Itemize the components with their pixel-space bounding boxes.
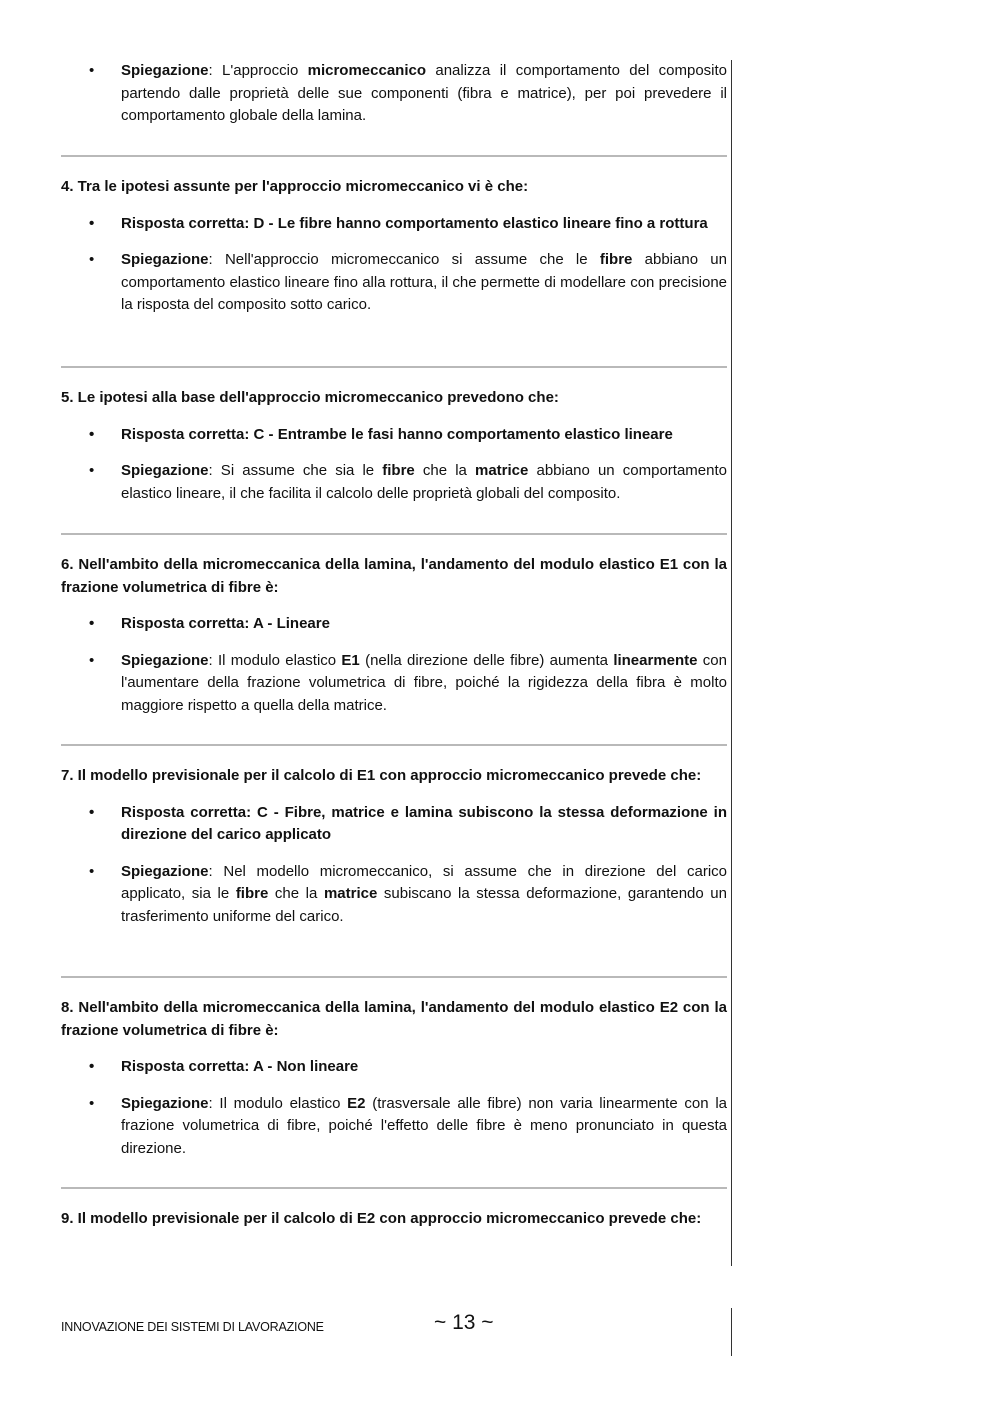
question-9 [61,1208,727,1231]
explanation-bold: E1 [341,651,360,669]
explanation-bold: fibre [599,251,633,268]
question-text: 7. Il modello previsionale per il calcolo di E1 con approccio micromeccanico prevede che: [61,767,702,784]
explanation-bold: matrice [323,885,378,902]
explanation-text: : Nel modello micromeccanico, si assume che in direzione del carico applicato, sia le [121,862,727,902]
explanation-item [61,650,727,718]
question-5 [61,387,727,505]
explanation-text: (nella direzione delle fibre) aumenta [359,651,614,669]
explanation-bold: E2 [347,1094,366,1112]
footer-course-title: INNOVAZIONE DEI SISTEMI DI LAVORAZIONE [61,1320,324,1334]
explanation-item [61,861,727,929]
explanation-text: che la [268,885,324,902]
question-4 [61,176,727,317]
explanation-item [61,1093,727,1161]
separator [61,976,727,978]
explanation-text: subiscano la stessa deformazione, garantendo un trasferimento uniforme del carico. [121,885,727,925]
explanation-label: Spiegazione [121,62,209,79]
explanation-text: abbiano un comportamento elastico lineare fino alla rottura, il che permette di modellare con precisione la risposta del composito sotto carico. [121,251,727,313]
explanation-bold: matrice [474,462,529,479]
explanation-text: : L'approccio [208,62,308,79]
question-text: 8. Nell'ambito della micromeccanica della lamina, l'andamento del modulo elastico E2 con la frazione volumetrica di fibre è: [61,999,727,1039]
explanation-text: (trasversale alle fibre) non varia linearmente con la frazione volumetrica di fibre, poiché l'effetto delle fibre è meno pronunciato in questa direzione. [121,1094,727,1157]
separator [61,366,727,368]
question-text: 9. Il modello previsionale per il calcolo di E2 con approccio micromeccanico prevede che: [61,1210,702,1227]
explanation-text: che la [414,462,475,479]
explanation-bold: micromeccanico [307,62,427,79]
question-6 [61,554,727,717]
q3-continuation [61,60,727,128]
explanation-text: analizza il comportamento del composito partendo dalle proprietà delle sue componenti (fibra e matrice), per poi prevedere il comportamento globale della lamina. [121,62,727,124]
explanation-text: : Il modulo elastico [208,651,342,669]
right-margin-rule [731,60,732,1266]
explanation-bold: fibre [235,885,269,902]
explanation-label: Spiegazione [121,1094,209,1112]
explanation-text: : Nell'approccio micromeccanico si assume che le [208,251,600,268]
answer-item: • Risposta corretta: A - Non lineare [61,1056,727,1079]
question-text: 6. Nell'ambito della micromeccanica della lamina, l'andamento del modulo elastico E1 con la frazione volumetrica di fibre è: [61,556,727,596]
explanation-bold: fibre [382,462,415,479]
explanation-item [61,460,727,505]
question-text: 4. Tra le ipotesi assunte per l'approccio micromeccanico vi è che: [61,178,529,195]
explanation-label: Spiegazione [121,651,209,669]
answer-item: • Risposta corretta: D - Le fibre hanno comportamento elastico lineare fino a rottura [61,213,727,236]
explanation-text: : Si assume che sia le [208,462,383,479]
explanation-text: con l'aumentare della frazione volumetrica di fibre, poiché la rigidezza della fibra è molto maggiore rispetto a quella della matrice. [121,651,727,714]
question-7 [61,765,727,928]
separator [61,744,727,746]
footer-margin-rule [731,1308,732,1356]
explanation-item [61,249,727,317]
separator [61,1187,727,1189]
question-8 [61,997,727,1160]
explanation-label: Spiegazione [121,862,209,880]
answer-item: • Risposta corretta: A - Lineare [61,613,727,636]
question-text: 5. Le ipotesi alla base dell'approccio micromeccanico prevedono che: [61,389,559,406]
separator [61,533,727,535]
explanation-text: : Il modulo elastico [208,1094,348,1112]
answer-item: • Risposta corretta: C - Entrambe le fasi hanno comportamento elastico lineare [61,424,727,447]
explanation-text: abbiano un comportamento elastico lineare, il che facilita il calcolo delle proprietà globali del composito. [121,462,727,502]
explanation-label: Spiegazione [121,251,209,268]
explanation-item [61,60,727,128]
separator [61,155,727,157]
explanation-label: Spiegazione [121,462,209,479]
explanation-bold: linearmente [613,651,698,669]
page-number: ~ 13 ~ [434,1311,494,1334]
answer-item: • Risposta corretta: C - Fibre, matrice e lamina subiscono la stessa deformazione in direzione del carico applicato [61,802,727,847]
